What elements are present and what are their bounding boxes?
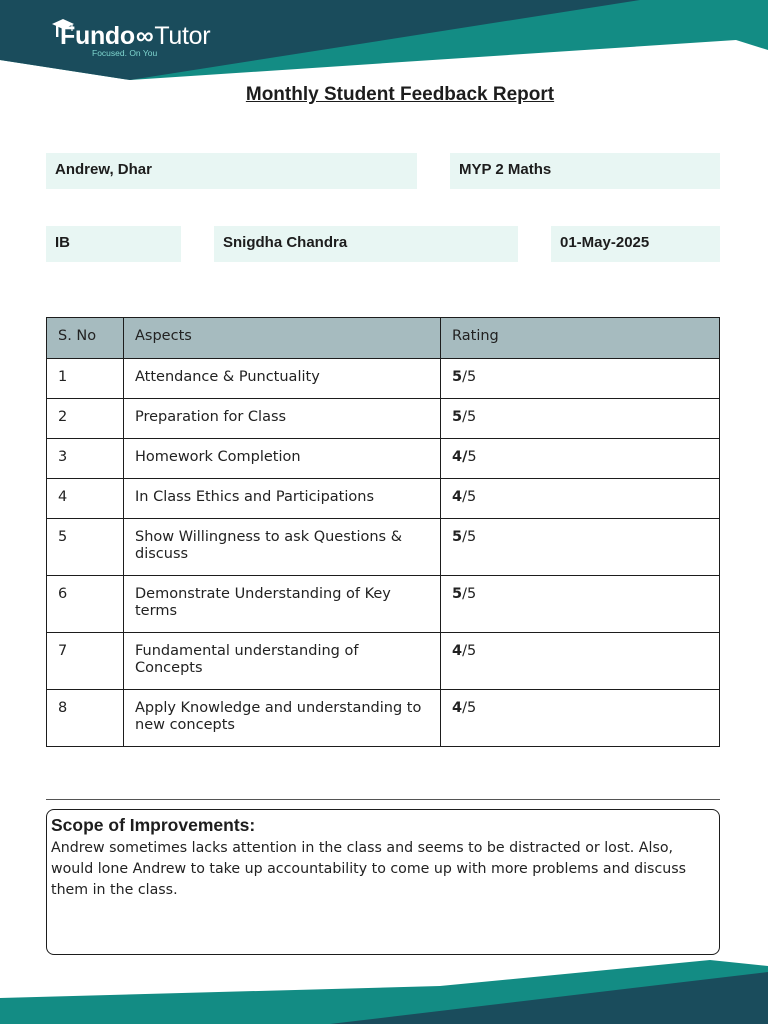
curriculum-field: IB xyxy=(46,226,181,262)
rating-cell xyxy=(441,399,720,439)
brand-logo xyxy=(50,18,250,62)
rating-score: 5 xyxy=(452,409,463,425)
rating-cell xyxy=(441,576,720,633)
rating-score: 5 xyxy=(452,586,463,602)
aspect-cell: Show Willingness to ask Questions & discuss xyxy=(124,519,441,576)
rating-score: 4 xyxy=(452,643,463,659)
aspect-cell: Attendance & Punctuality xyxy=(124,359,441,399)
student-name-field: Andrew, Dhar xyxy=(46,153,417,189)
rating-score: 5 xyxy=(452,369,463,385)
table-header-row xyxy=(47,318,720,359)
header-serial-no: S. No xyxy=(47,318,124,359)
aspect-cell: Demonstrate Understanding of Key terms xyxy=(124,576,441,633)
scope-of-improvements-box xyxy=(46,809,720,955)
footer-banner xyxy=(0,960,768,1024)
rating-score: 4/ xyxy=(452,449,468,465)
table-row xyxy=(47,519,720,576)
brand-name xyxy=(60,22,210,51)
rating-out-of: /5 xyxy=(462,529,477,545)
aspect-cell: In Class Ethics and Participations xyxy=(124,479,441,519)
serial-no-cell: 2 xyxy=(47,399,124,439)
rating-cell xyxy=(441,479,720,519)
header-aspects: Aspects xyxy=(124,318,441,359)
report-title: Monthly Student Feedback Report xyxy=(245,84,555,105)
rating-score: 4 xyxy=(452,489,463,505)
rating-out-of: /5 xyxy=(462,586,477,602)
table-row xyxy=(47,439,720,479)
rating-cell xyxy=(441,439,720,479)
table-row xyxy=(47,690,720,747)
rating-out-of: /5 xyxy=(462,489,477,505)
rating-cell xyxy=(441,359,720,399)
brand-name-part1: Fundo xyxy=(60,22,135,50)
rating-out-of: /5 xyxy=(462,409,477,425)
date-field: 01-May-2025 xyxy=(551,226,720,262)
rating-cell xyxy=(441,690,720,747)
rating-score: 4 xyxy=(452,700,463,716)
serial-no-cell: 8 xyxy=(47,690,124,747)
aspect-cell: Fundamental understanding of Concepts xyxy=(124,633,441,690)
section-divider xyxy=(46,799,720,800)
table-row xyxy=(47,633,720,690)
scope-text: Andrew sometimes lacks attention in the class and seems to be distracted or lost. Also, would lone Andrew to take up accountability to come up with more problems and discuss them in the class. xyxy=(51,840,687,898)
aspect-cell: Apply Knowledge and understanding to new concepts xyxy=(124,690,441,747)
scope-title: Scope of Improvements: xyxy=(51,815,256,835)
serial-no-cell: 6 xyxy=(47,576,124,633)
rating-cell xyxy=(441,633,720,690)
aspect-cell: Preparation for Class xyxy=(124,399,441,439)
serial-no-cell: 3 xyxy=(47,439,124,479)
header-rating: Rating xyxy=(441,318,720,359)
feedback-table xyxy=(46,317,720,747)
serial-no-cell: 1 xyxy=(47,359,124,399)
subject-field: MYP 2 Maths xyxy=(450,153,720,189)
table-row xyxy=(47,359,720,399)
aspect-cell: Homework Completion xyxy=(124,439,441,479)
brand-tagline: Focused. On You xyxy=(92,48,158,58)
table-row xyxy=(47,479,720,519)
rating-out-of: 5 xyxy=(467,449,477,465)
infinity-icon: ∞ xyxy=(135,22,154,50)
serial-no-cell: 4 xyxy=(47,479,124,519)
table-row xyxy=(47,399,720,439)
rating-out-of: /5 xyxy=(462,369,477,385)
rating-score: 5 xyxy=(452,529,463,545)
serial-no-cell: 7 xyxy=(47,633,124,690)
table-row xyxy=(47,576,720,633)
rating-out-of: /5 xyxy=(462,643,477,659)
serial-no-cell: 5 xyxy=(47,519,124,576)
brand-name-part2: Tutor xyxy=(154,22,211,50)
rating-cell xyxy=(441,519,720,576)
tutor-field: Snigdha Chandra xyxy=(214,226,518,262)
rating-out-of: /5 xyxy=(462,700,477,716)
